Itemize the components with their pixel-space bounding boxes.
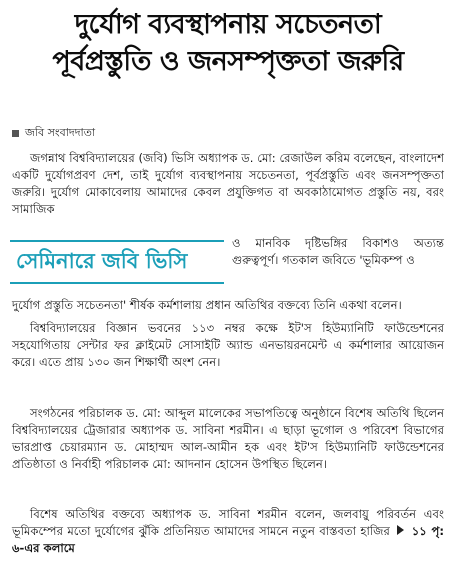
paragraph-5 — [12, 506, 444, 557]
headline — [0, 6, 456, 80]
headline-line-2: পূর্বপ্রস্তুতি ও জনসম্পৃক্ততা জরুরি — [52, 46, 404, 77]
square-bullet-icon — [12, 130, 19, 137]
headline-line-1: দুর্যোগ ব্যবস্থাপনায় সচেতনতা — [74, 9, 382, 40]
paragraph-1-continued: ও মানবিক দৃষ্টিভঙ্গির বিকাশও অত্যন্ত গুরুত্বপূর্ণ। গতকাল জবিতে 'ভূমিকম্প ও — [232, 236, 444, 267]
paragraph-5-text: বিশেষ অতিথির বক্তব্যে অধ্যাপক ড. সাবিনা শরমীন বলেন, জলবায়ু পরিবর্তন এবং ভূমিকম্পের মতো দুর্যোগের ঝুঁকি প্রতিনিয়ত আমাদের সামনে নতুন বাস্তবতা হাজির — [12, 507, 444, 538]
subhead-box — [10, 240, 224, 284]
paragraph-4: সংগঠনের পরিচালক ড. মো: আব্দুল মালেকের সভাপতিত্বে অনুষ্ঠানে বিশেষ অতিথি ছিলেন বিশ্ববিদ্যালয়ের ট্রেজারার অধ্যাপক ড. সাবিনা শরমীন। এ ছাড়া ভূগোল ও পরিবেশ বিভাগের ভারপ্রাপ্ত চেয়ারম্যান ড. মোহাম্মদ আল-আমীন হক এবং ইট'স হিউম্যানিটি ফাউন্ডেশনের প্রতিষ্ঠাতা ও নির্বাহী পরিচালক মো: আদনান হোসেন উপস্থিত ছিলেন। — [12, 406, 444, 471]
paragraph-2: দুর্যোগ প্রস্তুতি সচেতনতা' শীর্ষক কর্মশালায় প্রধান অতিথির বক্তব্যে তিনি একথা বলেন। — [12, 298, 402, 312]
paragraph-1: জগন্নাথ বিশ্ববিদ্যালয়ের (জবি) ভিসি অধ্যাপক ড. মো: রেজাউল করিম বলেছেন, বাংলাদেশ একটি দুর্যোগপ্রবণ দেশ, তাই দুর্যোগ ব্যবস্থাপনায় সচেতনতা, পূর্বপ্রস্তুতি এবং জনসম্পৃক্ততা জরুরি। দুর্যোগ মোকাবেলায় আমাদের কেবল প্রযুক্তিগত বা অবকাঠামোগত প্রস্তুতি নয়, বরং সামাজিক — [12, 151, 444, 216]
byline-text: জবি সংবাদদাতা — [25, 126, 96, 139]
subhead-text: সেমিনারে জবি ভিসি — [16, 248, 188, 273]
paragraph-3: বিশ্ববিদ্যালয়ের বিজ্ঞান ভবনের ১১৩ নম্বর কক্ষে ইট'স হিউম্যানিটি ফাউন্ডেশনের সহযোগিতায় সেন্টার ফর ক্লাইমেট সোসাইটি অ্যান্ড এনভায়রনমেন্ট এ কর্মশালার আয়োজন করে। এতে প্রায় ১৩০ জন শিক্ষার্থী অংশ নেন। — [12, 321, 444, 369]
continuation-note: ১১ পৃ: ৬-এর কলামে — [12, 524, 444, 555]
byline — [12, 124, 95, 143]
continuation-arrow-icon — [397, 525, 404, 535]
